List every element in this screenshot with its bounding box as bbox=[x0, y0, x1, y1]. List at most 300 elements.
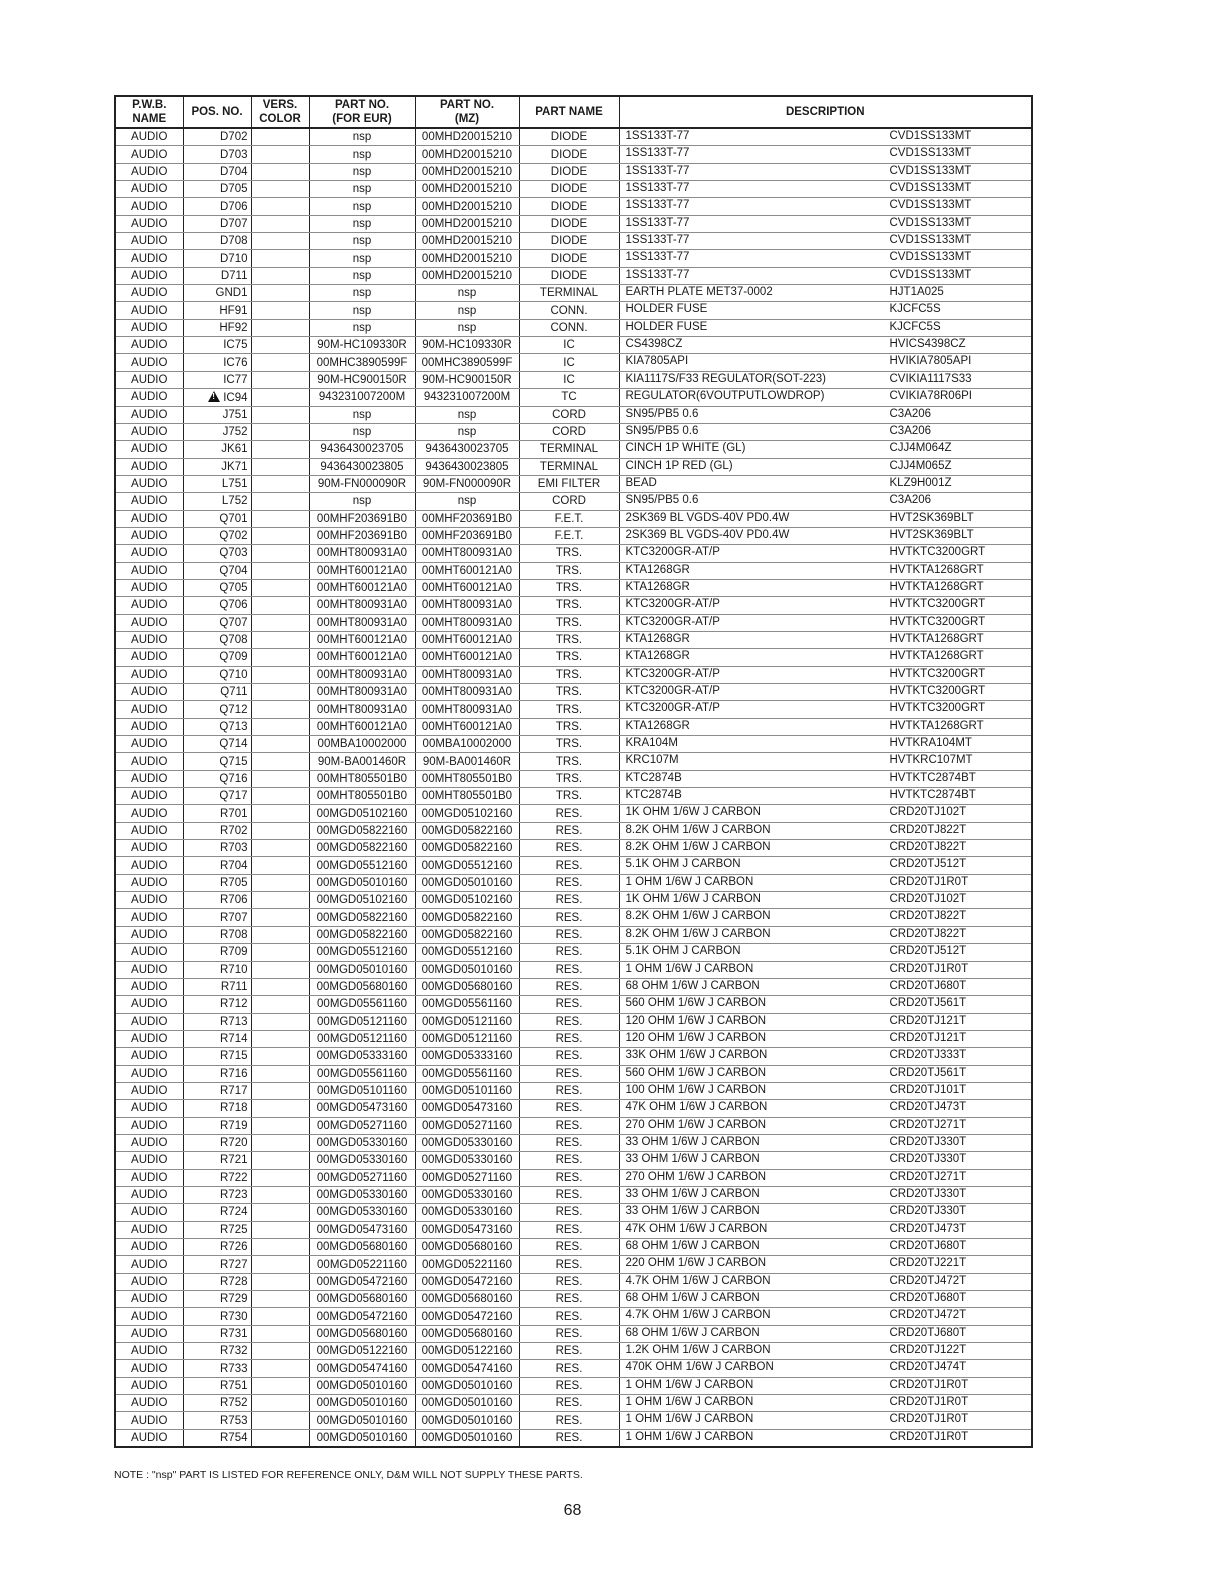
cell-description bbox=[619, 1082, 1032, 1099]
cell-pos-no: R721 bbox=[183, 1152, 251, 1169]
cell-part-no-eur: 00MHT800931A0 bbox=[309, 701, 415, 718]
cell-description bbox=[619, 337, 1032, 354]
cell-pwb-name: AUDIO bbox=[115, 788, 183, 805]
header-description: DESCRIPTION bbox=[619, 96, 1032, 128]
cell-part-name: TRS. bbox=[519, 562, 619, 579]
cell-part-no-mz: 00MGD05330160 bbox=[415, 1134, 519, 1151]
cell-part-no-mz: 00MGD05474160 bbox=[415, 1360, 519, 1377]
cell-pwb-name: AUDIO bbox=[115, 1273, 183, 1290]
cell-part-name: RES. bbox=[519, 857, 619, 874]
cell-description bbox=[619, 250, 1032, 267]
cell-pwb-name: AUDIO bbox=[115, 1377, 183, 1394]
description-code: CVD1SS133MT bbox=[889, 164, 972, 177]
cell-pos-no: R708 bbox=[183, 926, 251, 943]
cell-vers-color bbox=[251, 1429, 309, 1447]
cell-vers-color bbox=[251, 944, 309, 961]
cell-vers-color bbox=[251, 441, 309, 458]
cell-part-name: RES. bbox=[519, 1360, 619, 1377]
cell-part-no-mz: nsp bbox=[415, 406, 519, 423]
cell-pos-no: R726 bbox=[183, 1239, 251, 1256]
cell-part-no-eur: 9436430023705 bbox=[309, 441, 415, 458]
cell-part-name: RES. bbox=[519, 1343, 619, 1360]
cell-description bbox=[619, 1030, 1032, 1047]
cell-description bbox=[619, 822, 1032, 839]
table-row bbox=[115, 371, 1032, 388]
cell-description bbox=[619, 389, 1032, 406]
cell-pwb-name: AUDIO bbox=[115, 1152, 183, 1169]
table-row bbox=[115, 1360, 1032, 1377]
table-row bbox=[115, 302, 1032, 319]
cell-pos-no: Q702 bbox=[183, 527, 251, 544]
cell-part-no-mz: 00MGD05010160 bbox=[415, 1395, 519, 1412]
cell-vers-color bbox=[251, 458, 309, 475]
cell-pos-no: R702 bbox=[183, 822, 251, 839]
table-row bbox=[115, 631, 1032, 648]
page-number: 68 bbox=[563, 1502, 582, 1519]
cell-vers-color bbox=[251, 1360, 309, 1377]
cell-vers-color bbox=[251, 1082, 309, 1099]
cell-part-no-mz: 00MHT800931A0 bbox=[415, 684, 519, 701]
cell-pwb-name: AUDIO bbox=[115, 267, 183, 284]
cell-pos-no: R724 bbox=[183, 1204, 251, 1221]
cell-pwb-name: AUDIO bbox=[115, 285, 183, 302]
cell-vers-color bbox=[251, 1377, 309, 1394]
cell-description bbox=[619, 978, 1032, 995]
cell-pwb-name: AUDIO bbox=[115, 597, 183, 614]
cell-pos-no: R707 bbox=[183, 909, 251, 926]
cell-pwb-name: AUDIO bbox=[115, 1308, 183, 1325]
cell-part-no-eur: 00MHT805501B0 bbox=[309, 770, 415, 787]
cell-description bbox=[619, 493, 1032, 510]
cell-pos-no: R710 bbox=[183, 961, 251, 978]
description-text: KTC3200GR-AT/P bbox=[625, 685, 720, 697]
cell-part-no-eur: nsp bbox=[309, 181, 415, 198]
cell-vers-color bbox=[251, 1152, 309, 1169]
cell-pwb-name: AUDIO bbox=[115, 1256, 183, 1273]
cell-vers-color bbox=[251, 857, 309, 874]
cell-part-no-eur: 90M-HC109330R bbox=[309, 337, 415, 354]
cell-part-no-eur: 00MGD05010160 bbox=[309, 1412, 415, 1429]
cell-part-name: TRS. bbox=[519, 614, 619, 631]
description-code: HVIKIA7805API bbox=[889, 355, 972, 368]
cell-description bbox=[619, 649, 1032, 666]
description-text: 1SS133T-77 bbox=[625, 199, 690, 212]
cell-vers-color bbox=[251, 1412, 309, 1429]
cell-part-no-eur: 00MHT800931A0 bbox=[309, 614, 415, 631]
cell-pos-no: L751 bbox=[183, 475, 251, 492]
cell-pwb-name: AUDIO bbox=[115, 684, 183, 701]
cell-pos-no: R754 bbox=[183, 1429, 251, 1447]
cell-vers-color bbox=[251, 753, 309, 770]
description-code: CRD20TJ122T bbox=[889, 1344, 967, 1357]
description-text: KTC2874B bbox=[625, 789, 682, 802]
cell-pwb-name: AUDIO bbox=[115, 1082, 183, 1099]
cell-pos-no: R727 bbox=[183, 1256, 251, 1273]
cell-description bbox=[619, 944, 1032, 961]
description-code: CRD20TJ330T bbox=[889, 1187, 967, 1200]
cell-pos-no: IC77 bbox=[183, 371, 251, 388]
description-text: 1 OHM 1/6W J CARBON bbox=[625, 1378, 754, 1391]
description-text: 1 OHM 1/6W J CARBON bbox=[625, 1413, 754, 1426]
cell-description bbox=[619, 163, 1032, 180]
cell-pos-no: JK61 bbox=[183, 441, 251, 458]
cell-part-no-eur: 00MHC3890599F bbox=[309, 354, 415, 371]
table-row bbox=[115, 579, 1032, 596]
cell-part-no-eur: nsp bbox=[309, 285, 415, 302]
description-code: CJJ4M064Z bbox=[889, 442, 952, 455]
cell-part-no-mz: 00MGD05271160 bbox=[415, 1117, 519, 1134]
cell-part-no-eur: 00MGD05121160 bbox=[309, 1030, 415, 1047]
cell-pos-no: Q714 bbox=[183, 736, 251, 753]
description-text: 5.1K OHM J CARBON bbox=[625, 945, 741, 958]
cell-pos-no: Q711 bbox=[183, 684, 251, 701]
cell-part-name: RES. bbox=[519, 822, 619, 839]
cell-pwb-name: AUDIO bbox=[115, 354, 183, 371]
cell-vers-color bbox=[251, 1169, 309, 1186]
table-row bbox=[115, 1048, 1032, 1065]
header-part-no-eur: PART NO. (FOR EUR) bbox=[309, 96, 415, 128]
cell-description bbox=[619, 285, 1032, 302]
cell-pwb-name: AUDIO bbox=[115, 233, 183, 250]
cell-part-no-mz: 00MGD05472160 bbox=[415, 1273, 519, 1290]
cell-part-no-eur: nsp bbox=[309, 250, 415, 267]
description-code: CVD1SS133MT bbox=[889, 199, 972, 212]
cell-part-name: RES. bbox=[519, 840, 619, 857]
cell-part-no-mz: 00MHD20015210 bbox=[415, 198, 519, 215]
cell-part-no-mz: 00MGD05333160 bbox=[415, 1048, 519, 1065]
description-text: KTA1268GR bbox=[625, 580, 690, 593]
table-row bbox=[115, 250, 1032, 267]
cell-part-no-eur: 00MHT600121A0 bbox=[309, 579, 415, 596]
table-row bbox=[115, 926, 1032, 943]
cell-description bbox=[619, 1221, 1032, 1238]
description-text: 1K OHM 1/6W J CARBON bbox=[625, 806, 761, 819]
cell-description bbox=[619, 1239, 1032, 1256]
cell-part-no-eur: nsp bbox=[309, 198, 415, 215]
cell-part-name: RES. bbox=[519, 1013, 619, 1030]
cell-part-name: RES. bbox=[519, 874, 619, 891]
description-text: SN95/PB5 0.6 bbox=[625, 407, 699, 420]
cell-vers-color bbox=[251, 822, 309, 839]
cell-part-name: RES. bbox=[519, 1065, 619, 1082]
table-row bbox=[115, 909, 1032, 926]
cell-pos-no: R730 bbox=[183, 1308, 251, 1325]
cell-vers-color bbox=[251, 701, 309, 718]
cell-part-name: TRS. bbox=[519, 788, 619, 805]
cell-part-name: EMI FILTER bbox=[519, 475, 619, 492]
cell-pwb-name: AUDIO bbox=[115, 389, 183, 406]
cell-part-no-mz: 00MGD05330160 bbox=[415, 1204, 519, 1221]
cell-part-name: DIODE bbox=[519, 146, 619, 163]
cell-pwb-name: AUDIO bbox=[115, 1100, 183, 1117]
table-row bbox=[115, 1308, 1032, 1325]
cell-part-name: RES. bbox=[519, 1204, 619, 1221]
description-code: CRD20TJ561T bbox=[889, 1066, 967, 1079]
description-code: CVIKIA78R06PI bbox=[889, 390, 972, 403]
cell-part-name: TERMINAL bbox=[519, 285, 619, 302]
table-row bbox=[115, 1377, 1032, 1394]
cell-vers-color bbox=[251, 302, 309, 319]
cell-pwb-name: AUDIO bbox=[115, 874, 183, 891]
cell-vers-color bbox=[251, 267, 309, 284]
description-text: EARTH PLATE MET37-0002 bbox=[625, 286, 773, 299]
cell-part-no-mz: 00MHD20015210 bbox=[415, 163, 519, 180]
description-code: CRD20TJ1R0T bbox=[889, 1378, 969, 1391]
cell-part-name: F.E.T. bbox=[519, 527, 619, 544]
cell-part-no-mz: 00MGD05473160 bbox=[415, 1100, 519, 1117]
cell-vers-color bbox=[251, 1186, 309, 1203]
cell-part-name: RES. bbox=[519, 1134, 619, 1151]
table-row bbox=[115, 1186, 1032, 1203]
description-text: 220 OHM 1/6W J CARBON bbox=[625, 1257, 767, 1270]
cell-part-no-mz: 00MHF203691B0 bbox=[415, 510, 519, 527]
cell-pwb-name: AUDIO bbox=[115, 319, 183, 336]
description-code: CRD20TJ221T bbox=[889, 1257, 967, 1270]
cell-part-name: TRS. bbox=[519, 770, 619, 787]
description-code: CJJ4M065Z bbox=[889, 459, 952, 472]
description-text: 33 OHM 1/6W J CARBON bbox=[625, 1205, 760, 1218]
cell-part-no-eur: nsp bbox=[309, 128, 415, 146]
cell-pos-no: R711 bbox=[183, 978, 251, 995]
description-text: SN95/PB5 0.6 bbox=[625, 424, 699, 437]
cell-pwb-name: AUDIO bbox=[115, 805, 183, 822]
cell-part-no-mz: 00MHD20015210 bbox=[415, 128, 519, 146]
cell-pos-no: Q710 bbox=[183, 666, 251, 683]
description-code: CRD20TJ473T bbox=[889, 1222, 967, 1235]
cell-part-no-eur: 00MHT800931A0 bbox=[309, 597, 415, 614]
table-row bbox=[115, 181, 1032, 198]
table-row bbox=[115, 423, 1032, 440]
description-code: HVTKRA104MT bbox=[889, 737, 972, 750]
cell-description bbox=[619, 1186, 1032, 1203]
cell-part-no-mz: 00MHD20015210 bbox=[415, 215, 519, 232]
table-row bbox=[115, 805, 1032, 822]
cell-pos-no: GND1 bbox=[183, 285, 251, 302]
cell-pwb-name: AUDIO bbox=[115, 1221, 183, 1238]
cell-vers-color bbox=[251, 840, 309, 857]
cell-part-no-mz: 00MGD05010160 bbox=[415, 1412, 519, 1429]
cell-description bbox=[619, 1065, 1032, 1082]
cell-description bbox=[619, 475, 1032, 492]
cell-pos-no: L752 bbox=[183, 493, 251, 510]
cell-pwb-name: AUDIO bbox=[115, 614, 183, 631]
cell-vers-color bbox=[251, 1048, 309, 1065]
cell-description bbox=[619, 1048, 1032, 1065]
description-code: CRD20TJ330T bbox=[889, 1135, 967, 1148]
cell-pos-no: R714 bbox=[183, 1030, 251, 1047]
description-text: 68 OHM 1/6W J CARBON bbox=[625, 1326, 760, 1339]
cell-part-no-mz: 00MGD05102160 bbox=[415, 892, 519, 909]
cell-pwb-name: AUDIO bbox=[115, 441, 183, 458]
cell-description bbox=[619, 1013, 1032, 1030]
cell-description bbox=[619, 562, 1032, 579]
cell-pwb-name: AUDIO bbox=[115, 926, 183, 943]
cell-pos-no: ! IC94 bbox=[183, 389, 251, 406]
description-code: CRD20TJ1R0T bbox=[889, 875, 969, 888]
cell-pwb-name: AUDIO bbox=[115, 163, 183, 180]
cell-part-no-eur: 00MGD05330160 bbox=[309, 1152, 415, 1169]
cell-pos-no: R719 bbox=[183, 1117, 251, 1134]
description-text: 1 OHM 1/6W J CARBON bbox=[625, 1430, 754, 1443]
cell-vers-color bbox=[251, 1308, 309, 1325]
table-row bbox=[115, 1100, 1032, 1117]
cell-part-name: RES. bbox=[519, 1082, 619, 1099]
description-code: CRD20TJ1R0T bbox=[889, 1413, 969, 1426]
cell-vers-color bbox=[251, 978, 309, 995]
cell-pwb-name: AUDIO bbox=[115, 649, 183, 666]
table-row bbox=[115, 874, 1032, 891]
cell-vers-color bbox=[251, 1395, 309, 1412]
cell-part-name: CORD bbox=[519, 493, 619, 510]
description-text: 68 OHM 1/6W J CARBON bbox=[625, 1240, 760, 1252]
cell-part-no-eur: 00MHT600121A0 bbox=[309, 562, 415, 579]
cell-description bbox=[619, 267, 1032, 284]
cell-vers-color bbox=[251, 423, 309, 440]
cell-pwb-name: AUDIO bbox=[115, 458, 183, 475]
cell-part-no-eur: 00MGD05271160 bbox=[309, 1117, 415, 1134]
cell-pwb-name: AUDIO bbox=[115, 1169, 183, 1186]
cell-part-no-eur: 00MGD05101160 bbox=[309, 1082, 415, 1099]
cell-part-no-eur: 90M-HC900150R bbox=[309, 371, 415, 388]
table-row bbox=[115, 562, 1032, 579]
description-text: REGULATOR(6VOUTPUTLOWDROP) bbox=[625, 390, 825, 403]
cell-pwb-name: AUDIO bbox=[115, 562, 183, 579]
description-text: SN95/PB5 0.6 bbox=[625, 494, 699, 507]
cell-part-name: DIODE bbox=[519, 198, 619, 215]
cell-vers-color bbox=[251, 631, 309, 648]
cell-part-name: TRS. bbox=[519, 597, 619, 614]
table-row bbox=[115, 701, 1032, 718]
description-text: 8.2K OHM 1/6W J CARBON bbox=[625, 823, 771, 836]
cell-part-name: TRS. bbox=[519, 736, 619, 753]
table-row bbox=[115, 285, 1032, 302]
description-code: HVTKTA1268GRT bbox=[889, 632, 984, 645]
description-code: C3A206 bbox=[889, 407, 932, 420]
cell-part-name: RES. bbox=[519, 1030, 619, 1047]
header-pwb-name: P.W.B. NAME bbox=[115, 96, 183, 128]
cell-pos-no: Q712 bbox=[183, 701, 251, 718]
description-code: CRD20TJ330T bbox=[889, 1205, 967, 1218]
cell-part-name: RES. bbox=[519, 1395, 619, 1412]
cell-vers-color bbox=[251, 1256, 309, 1273]
cell-description bbox=[619, 458, 1032, 475]
description-code: HVTKTA1268GRT bbox=[889, 580, 984, 593]
cell-part-no-eur: 00MHT800931A0 bbox=[309, 545, 415, 562]
cell-vers-color bbox=[251, 649, 309, 666]
cell-part-no-eur: 9436430023805 bbox=[309, 458, 415, 475]
cell-pos-no: Q707 bbox=[183, 614, 251, 631]
cell-part-name: RES. bbox=[519, 805, 619, 822]
cell-vers-color bbox=[251, 1204, 309, 1221]
description-text: 1 OHM 1/6W J CARBON bbox=[625, 1396, 754, 1409]
cell-part-name: TRS. bbox=[519, 631, 619, 648]
cell-pwb-name: AUDIO bbox=[115, 128, 183, 146]
cell-part-no-eur: 00MGD05333160 bbox=[309, 1048, 415, 1065]
table-row bbox=[115, 510, 1032, 527]
cell-part-name: RES. bbox=[519, 978, 619, 995]
cell-part-no-mz: 00MHD20015210 bbox=[415, 267, 519, 284]
cell-part-no-eur: 00MGD05561160 bbox=[309, 1065, 415, 1082]
cell-part-name: RES. bbox=[519, 1186, 619, 1203]
cell-description bbox=[619, 666, 1032, 683]
cell-part-name: CONN. bbox=[519, 302, 619, 319]
description-text: KRA104M bbox=[625, 737, 678, 750]
cell-part-no-mz: nsp bbox=[415, 423, 519, 440]
cell-part-name: TRS. bbox=[519, 666, 619, 683]
cell-description bbox=[619, 1429, 1032, 1447]
cell-part-no-eur: 00MGD05102160 bbox=[309, 805, 415, 822]
table-row bbox=[115, 857, 1032, 874]
cell-vers-color bbox=[251, 961, 309, 978]
cell-pos-no: R705 bbox=[183, 874, 251, 891]
description-text: CINCH 1P RED (GL) bbox=[625, 459, 733, 472]
cell-part-no-mz: 00MGD05122160 bbox=[415, 1343, 519, 1360]
cell-pwb-name: AUDIO bbox=[115, 1360, 183, 1377]
cell-part-name: RES. bbox=[519, 1117, 619, 1134]
description-code: C3A206 bbox=[889, 424, 932, 437]
cell-part-name: RES. bbox=[519, 926, 619, 943]
cell-pwb-name: AUDIO bbox=[115, 250, 183, 267]
cell-pos-no: Q715 bbox=[183, 753, 251, 770]
description-code: CRD20TJ474T bbox=[889, 1361, 967, 1374]
cell-vers-color bbox=[251, 1239, 309, 1256]
cell-part-name: RES. bbox=[519, 1152, 619, 1169]
description-text: KRC107M bbox=[625, 754, 679, 767]
description-text: 33K OHM 1/6W J CARBON bbox=[625, 1049, 768, 1062]
description-text: KTA1268GR bbox=[625, 719, 690, 732]
table-row bbox=[115, 597, 1032, 614]
description-code: KJCFC5S bbox=[889, 320, 941, 333]
cell-part-name: TRS. bbox=[519, 701, 619, 718]
table-row bbox=[115, 649, 1032, 666]
description-text: KTC3200GR-AT/P bbox=[625, 702, 720, 715]
table-row bbox=[115, 163, 1032, 180]
description-text: 33 OHM 1/6W J CARBON bbox=[625, 1187, 760, 1200]
cell-part-no-mz: 00MGD05010160 bbox=[415, 874, 519, 891]
description-text: 120 OHM 1/6W J CARBON bbox=[625, 1014, 767, 1027]
cell-pos-no: R725 bbox=[183, 1221, 251, 1238]
table-row bbox=[115, 1082, 1032, 1099]
cell-description bbox=[619, 736, 1032, 753]
table-row bbox=[115, 1429, 1032, 1447]
cell-pwb-name: AUDIO bbox=[115, 146, 183, 163]
cell-description bbox=[619, 1343, 1032, 1360]
table-row bbox=[115, 1221, 1032, 1238]
cell-vers-color bbox=[251, 475, 309, 492]
cell-vers-color bbox=[251, 146, 309, 163]
cell-part-name: IC bbox=[519, 371, 619, 388]
description-text: 1SS133T-77 bbox=[625, 251, 690, 264]
cell-part-no-mz: nsp bbox=[415, 302, 519, 319]
cell-description bbox=[619, 406, 1032, 423]
cell-description bbox=[619, 1100, 1032, 1117]
description-code: CRD20TJ512T bbox=[889, 945, 967, 958]
table-row bbox=[115, 128, 1032, 146]
description-text: 47K OHM 1/6W J CARBON bbox=[625, 1222, 768, 1235]
description-code: CRD20TJ121T bbox=[889, 1014, 967, 1027]
table-row bbox=[115, 406, 1032, 423]
cell-pos-no: R715 bbox=[183, 1048, 251, 1065]
cell-part-no-mz: 943231007200M bbox=[415, 389, 519, 406]
cell-part-name: RES. bbox=[519, 961, 619, 978]
cell-pos-no: R753 bbox=[183, 1412, 251, 1429]
table-row bbox=[115, 337, 1032, 354]
cell-vers-color bbox=[251, 874, 309, 891]
cell-pos-no: D706 bbox=[183, 198, 251, 215]
cell-description bbox=[619, 1377, 1032, 1394]
cell-part-no-eur: 00MGD05010160 bbox=[309, 874, 415, 891]
cell-description bbox=[619, 857, 1032, 874]
